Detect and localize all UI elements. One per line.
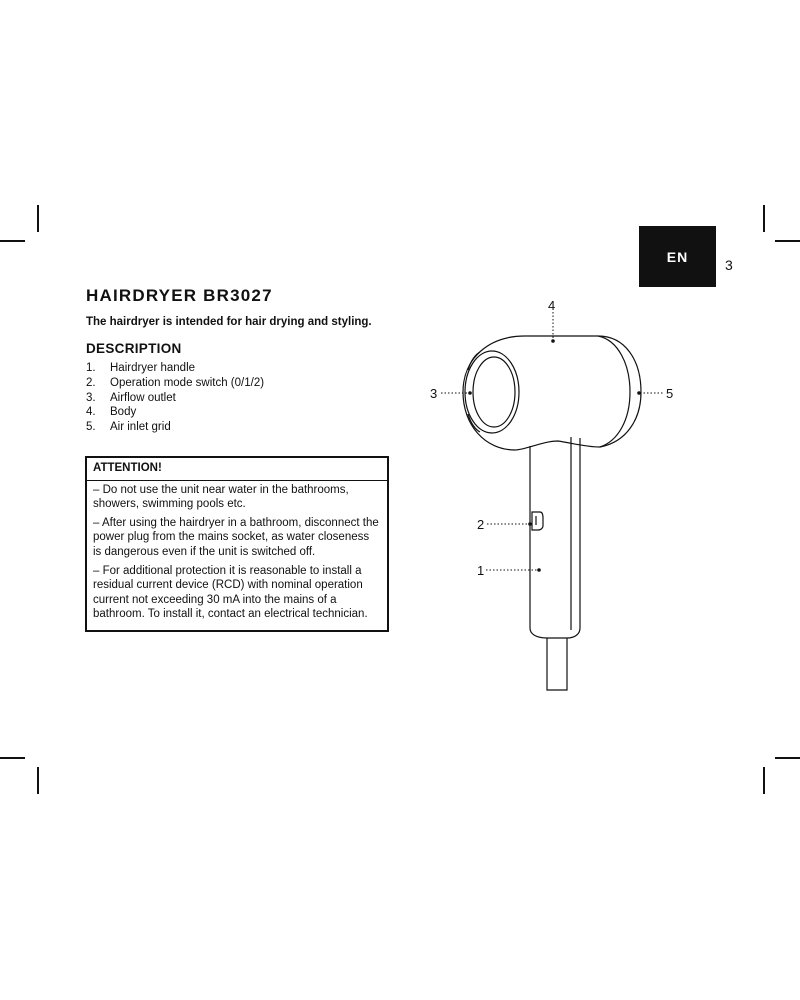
list-item-number: 2. [86, 376, 96, 389]
page-title: HAIRDRYER BR3027 [86, 286, 273, 305]
intro-text: The hairdryer is intended for hair drying and styling. [86, 316, 372, 328]
attention-item: – Do not use the unit near water in the bathrooms, showers, swimming pools etc. [93, 483, 349, 511]
list-item-label: Air inlet grid [110, 421, 171, 434]
callout-dot-body [551, 339, 555, 343]
description-heading: DESCRIPTION [86, 341, 182, 356]
callout-dot-inlet [637, 391, 641, 395]
operation-switch-shape [532, 512, 543, 530]
list-item-label: Airflow outlet [110, 391, 176, 404]
body-rear-contour [598, 336, 630, 447]
list-item-label: Operation mode switch (0/1/2) [110, 376, 265, 389]
list-item-number: 4. [86, 406, 96, 419]
list-item-label: Body [110, 406, 137, 419]
callout-number-inlet: 5 [666, 386, 674, 401]
list-item-number: 3. [86, 391, 96, 404]
list-item-label: Hairdryer handle [110, 362, 196, 374]
attention-item: – For additional protection it is reasonable to install a residual current device (RCD) with nominal operation current not exceeding 30 mA into the mains of a bathroom. To install it, contact an electrical technician. [93, 564, 368, 621]
attention-item: – After using the hairdryer in a bathroom, disconnect the power plug from the mains socket, as water closeness is dangerous even if the unit is switched off. [93, 516, 379, 558]
airflow-outlet-inner [473, 357, 515, 427]
cord-protector-outline [547, 638, 567, 690]
callout-dot-handle [537, 568, 541, 572]
callout-number-switch: 2 [477, 517, 485, 532]
callout-dot-switch [528, 522, 532, 526]
hairdryer-handle-outline [530, 438, 580, 638]
callout-dot-outlet [468, 391, 472, 395]
language-tab: EN [639, 226, 716, 287]
page-number: 3 [725, 257, 733, 273]
callout-number-handle: 1 [477, 563, 485, 578]
attention-title: ATTENTION! [93, 462, 162, 474]
list-item-number: 5. [86, 421, 96, 434]
callout-number-body: 4 [548, 298, 556, 313]
list-item-number: 1. [86, 362, 96, 374]
callout-number-outlet: 3 [430, 386, 438, 401]
